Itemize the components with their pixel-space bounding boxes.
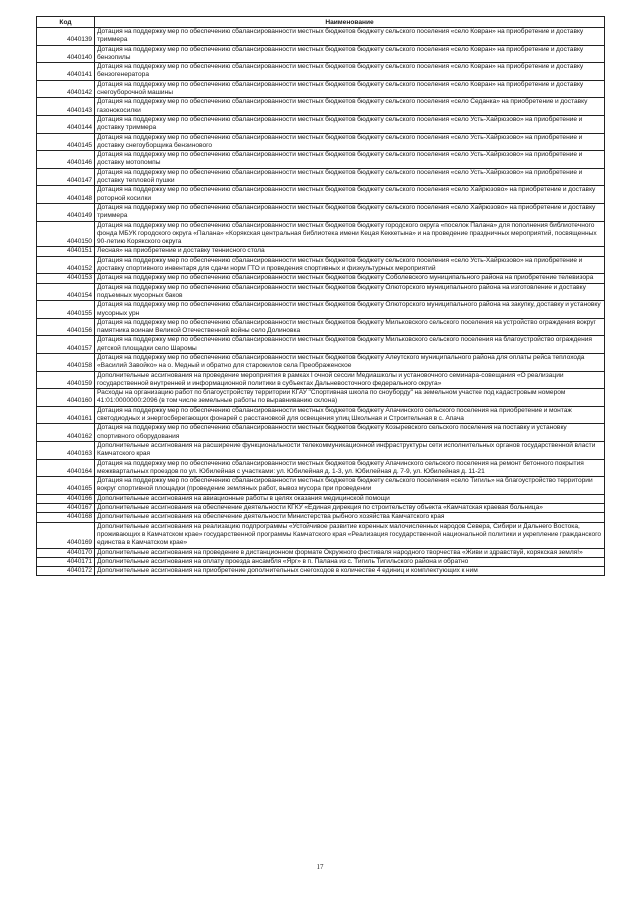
row-name: Дотация на поддержку мер по обеспечению сбалансированности местных бюджетов бюджету Козыревского сельского поселения на поставку и установку спортивного оборудования <box>95 424 605 442</box>
row-name: Дополнительные ассигнования на обеспечение деятельности КГКУ «Единая дирекция по строительству объекта «Камчатская краевая больница» <box>95 504 605 513</box>
row-code: 4040152 <box>37 256 95 274</box>
table-row <box>37 441 605 459</box>
row-code: 4040158 <box>37 353 95 371</box>
row-code: 4040163 <box>37 441 95 459</box>
row-code: 4040162 <box>37 424 95 442</box>
row-name: Дотация на поддержку мер по обеспечению сбалансированности местных бюджетов бюджету городского округа «поселок Палана» для пополнения библиотечного фонда МБУК городского округа «Палана» «Корякская центральная библиотека имени Кецая Кеккетына» и на проведение праздничных мероприятий, посвященных 90-летию Корякского округа <box>95 221 605 247</box>
row-code: 4040145 <box>37 133 95 151</box>
row-name: Дотация на поддержку мер по обеспечению сбалансированности местных бюджетов бюджету Апачинского сельского поселения на ремонт бетонного покрытия межквартальных проездов по ул. Юбилейная с участками: ул. Юбилейная д. 1-3, ул. Юбилейная д. 7-9, ул. Юбилейная д. 11-21 <box>95 459 605 477</box>
row-code: 4040143 <box>37 98 95 116</box>
row-name: Дотация на поддержку мер по обеспечению сбалансированности местных бюджетов бюджету Олюторского муниципального района на изготовление и доставку подъемных мусорных баков <box>95 283 605 301</box>
table-row <box>37 353 605 371</box>
table-row <box>37 513 605 522</box>
row-code: 4040171 <box>37 557 95 566</box>
table-row <box>37 133 605 151</box>
row-name: Дотация на поддержку мер по обеспечению сбалансированности местных бюджетов бюджету сельского поселения «село Седанка» на приобретение и доставку газонокосилки <box>95 98 605 116</box>
row-code: 4040141 <box>37 63 95 81</box>
table-row <box>37 283 605 301</box>
table-row <box>37 318 605 336</box>
row-name: Дотация на поддержку мер по обеспечению сбалансированности местных бюджетов бюджету сельского поселения «село Ковран» на приобретение и доставку триммера <box>95 28 605 46</box>
table-row <box>37 504 605 513</box>
row-code: 4040156 <box>37 318 95 336</box>
table-row <box>37 301 605 319</box>
row-name: Расходы на организацию работ по благоустройству территории КГАУ "Спортивная школа по сноуборду" на земельном участке под кадастровым номером 41:01:0000000:2096 (в том числе земельные работы по выравниванию склона) <box>95 389 605 407</box>
row-name: Дополнительные ассигнования на реализацию подпрограммы «Устойчивое развитие коренных малочисленных народов Севера, Сибири и Дальнего Востока, проживающих в Камчатском крае» государственной программы Камчатского края «Реализация государственной национальной политики и укрепление гражданского единства в Камчатском крае» <box>95 522 605 548</box>
row-code: 4040149 <box>37 203 95 221</box>
row-code: 4040139 <box>37 28 95 46</box>
table-row <box>37 459 605 477</box>
table-row <box>37 389 605 407</box>
row-name: Дотация на поддержку мер по обеспечению сбалансированности местных бюджетов бюджету сельского поселения «село Усть-Хайрюзово» на приобретение и доставку тепловой пушки <box>95 168 605 186</box>
table-header-row <box>37 17 605 28</box>
row-code: 4040146 <box>37 151 95 169</box>
row-name: Дополнительные ассигнования на приобретение дополнительных снегоходов в количестве 4 единиц и комплектующих к ним <box>95 567 605 576</box>
row-name: Дополнительные ассигнования на проведение мероприятия в рамках I очной сессии Медиашколы и установочного семинара-совещания «О реализации государственной внутренней и информационной политики в субъектах Дальневосточного федерального округа» <box>95 371 605 389</box>
table-row <box>37 115 605 133</box>
row-name: Дотация на поддержку мер по обеспечению сбалансированности местных бюджетов бюджету Мильковского сельского поселения на устройство ограждения вокруг памятника воинам Великой Отечественной войны село Долиновка <box>95 318 605 336</box>
code-column-header: Код <box>37 17 95 28</box>
row-code: 4040144 <box>37 115 95 133</box>
row-code: 4040164 <box>37 459 95 477</box>
row-name: Дотация на поддержку мер по обеспечению сбалансированности местных бюджетов бюджету сельского поселения «село Тигиль» на благоустройство территории вокруг спортивной площадки (проведение земляных работ, вывоз мусора при проведении <box>95 477 605 495</box>
name-column-header: Наименование <box>95 17 605 28</box>
table-row <box>37 336 605 354</box>
table-row <box>37 168 605 186</box>
table-row <box>37 203 605 221</box>
row-code: 4040168 <box>37 513 95 522</box>
table-row <box>37 548 605 557</box>
row-name: Дотация на поддержку мер по обеспечению сбалансированности местных бюджетов бюджету сельского поселения «село Усть-Хайрюзово» на приобретение и доставку мотопомпы <box>95 151 605 169</box>
row-name: Дотация на поддержку мер по обеспечению сбалансированности местных бюджетов бюджету сельского поселения «село Ковран» на приобретение и доставку бензогенератора <box>95 63 605 81</box>
table-row <box>37 98 605 116</box>
row-code: 4040140 <box>37 45 95 63</box>
row-code: 4040142 <box>37 80 95 98</box>
table-row <box>37 424 605 442</box>
row-name: Дополнительные ассигнования на расширение функциональности телекоммуникационной инфраструктуры сети исполнительных органов государственной власти Камчатского края <box>95 441 605 459</box>
table-row <box>37 477 605 495</box>
table-row <box>37 63 605 81</box>
row-code: 4040151 <box>37 247 95 256</box>
table-row <box>37 80 605 98</box>
table-row <box>37 28 605 46</box>
table-row <box>37 45 605 63</box>
row-name: Дотация на поддержку мер по обеспечению сбалансированности местных бюджетов бюджету Алеутского муниципального района для оплаты рейса теплохода «Василий Завойко» на о. Медный и обратно для старожилов села Преображенское <box>95 353 605 371</box>
row-name: Дотация на поддержку мер по обеспечению сбалансированности местных бюджетов бюджету сельского поселения «село Хайрюзово» на приобретение и доставку роторной косилки <box>95 186 605 204</box>
row-code: 4040165 <box>37 477 95 495</box>
table-row <box>37 274 605 283</box>
row-name: Дополнительные ассигнования на проведение в дистанционном формате Окружного фестиваля народного творчества «Живи и здравствуй, корякская земля!» <box>95 548 605 557</box>
row-code: 4040167 <box>37 504 95 513</box>
budget-codes-table-page <box>36 16 604 576</box>
row-code: 4040161 <box>37 406 95 424</box>
row-name: Дополнительные ассигнования на оплату проезда ансамбля «Ярг» в п. Палана из с. Тигиль Тигильского района и обратно <box>95 557 605 566</box>
row-name: Дотация на поддержку мер по обеспечению сбалансированности местных бюджетов бюджету Олюторского муниципального района на закупку, доставку и установку мусорных урн <box>95 301 605 319</box>
row-code: 4040166 <box>37 494 95 503</box>
table-row <box>37 522 605 548</box>
row-name: Лесная» на приобретение и доставку теннисного стола <box>95 247 605 256</box>
row-code: 4040157 <box>37 336 95 354</box>
row-code: 4040172 <box>37 567 95 576</box>
table-row <box>37 557 605 566</box>
table-row <box>37 247 605 256</box>
table-body <box>37 28 605 576</box>
row-name: Дотация на поддержку мер по обеспечению сбалансированности местных бюджетов бюджету Соболевского муниципального района на приобретение телевизора <box>95 274 605 283</box>
row-name: Дополнительные ассигнования на авиационные работы в целях оказания медицинской помощи <box>95 494 605 503</box>
table-row <box>37 151 605 169</box>
row-code: 4040159 <box>37 371 95 389</box>
row-name: Дотация на поддержку мер по обеспечению сбалансированности местных бюджетов бюджету сельского поселения «село Усть-Хайрюзово» на приобретение и доставку спортивного инвентаря для сдачи норм ГТО и проведения спортивных и физкультурных мероприятий <box>95 256 605 274</box>
row-code: 4040155 <box>37 301 95 319</box>
row-name: Дотация на поддержку мер по обеспечению сбалансированности местных бюджетов бюджету сельского поселения «село Ковран» на приобретение и доставку снегоуборочной машины <box>95 80 605 98</box>
row-code: 4040154 <box>37 283 95 301</box>
row-code: 4040153 <box>37 274 95 283</box>
row-name: Дотация на поддержку мер по обеспечению сбалансированности местных бюджетов бюджету Мильковского сельского поселения на благоустройство ограждения детской площадки село Шаромы <box>95 336 605 354</box>
row-name: Дотация на поддержку мер по обеспечению сбалансированности местных бюджетов бюджету сельского поселения «село Ковран» на приобретение и доставку бензопилы <box>95 45 605 63</box>
row-code: 4040170 <box>37 548 95 557</box>
page-number: 17 <box>316 863 324 871</box>
table-row <box>37 256 605 274</box>
row-code: 4040160 <box>37 389 95 407</box>
budget-codes-table <box>36 16 605 576</box>
table-row <box>37 371 605 389</box>
row-code: 4040169 <box>37 522 95 548</box>
row-name: Дотация на поддержку мер по обеспечению сбалансированности местных бюджетов бюджету сельского поселения «село Усть-Хайрюзово» на приобретение и доставку снегоуборщика бензинового <box>95 133 605 151</box>
table-row <box>37 221 605 247</box>
row-code: 4040150 <box>37 221 95 247</box>
row-name: Дотация на поддержку мер по обеспечению сбалансированности местных бюджетов бюджету сельского поселения «село Хайрюзово» на приобретение и доставку триммера <box>95 203 605 221</box>
row-name: Дотация на поддержку мер по обеспечению сбалансированности местных бюджетов бюджету сельского поселения «село Усть-Хайрюзово» на приобретение и доставку триммера <box>95 115 605 133</box>
row-code: 4040147 <box>37 168 95 186</box>
table-row <box>37 186 605 204</box>
row-name: Дотация на поддержку мер по обеспечению сбалансированности местных бюджетов бюджету Апачинского сельского поселения на приобретение и монтаж светодиодных и энергосберегающих фонарей с расстановкой для освещения улиц Школьная и Строительная в с. Апача <box>95 406 605 424</box>
row-code: 4040148 <box>37 186 95 204</box>
row-name: Дополнительные ассигнования на обеспечение деятельности Министерства рыбного хозяйства Камчатского края <box>95 513 605 522</box>
table-row <box>37 406 605 424</box>
table-row <box>37 494 605 503</box>
table-row <box>37 567 605 576</box>
